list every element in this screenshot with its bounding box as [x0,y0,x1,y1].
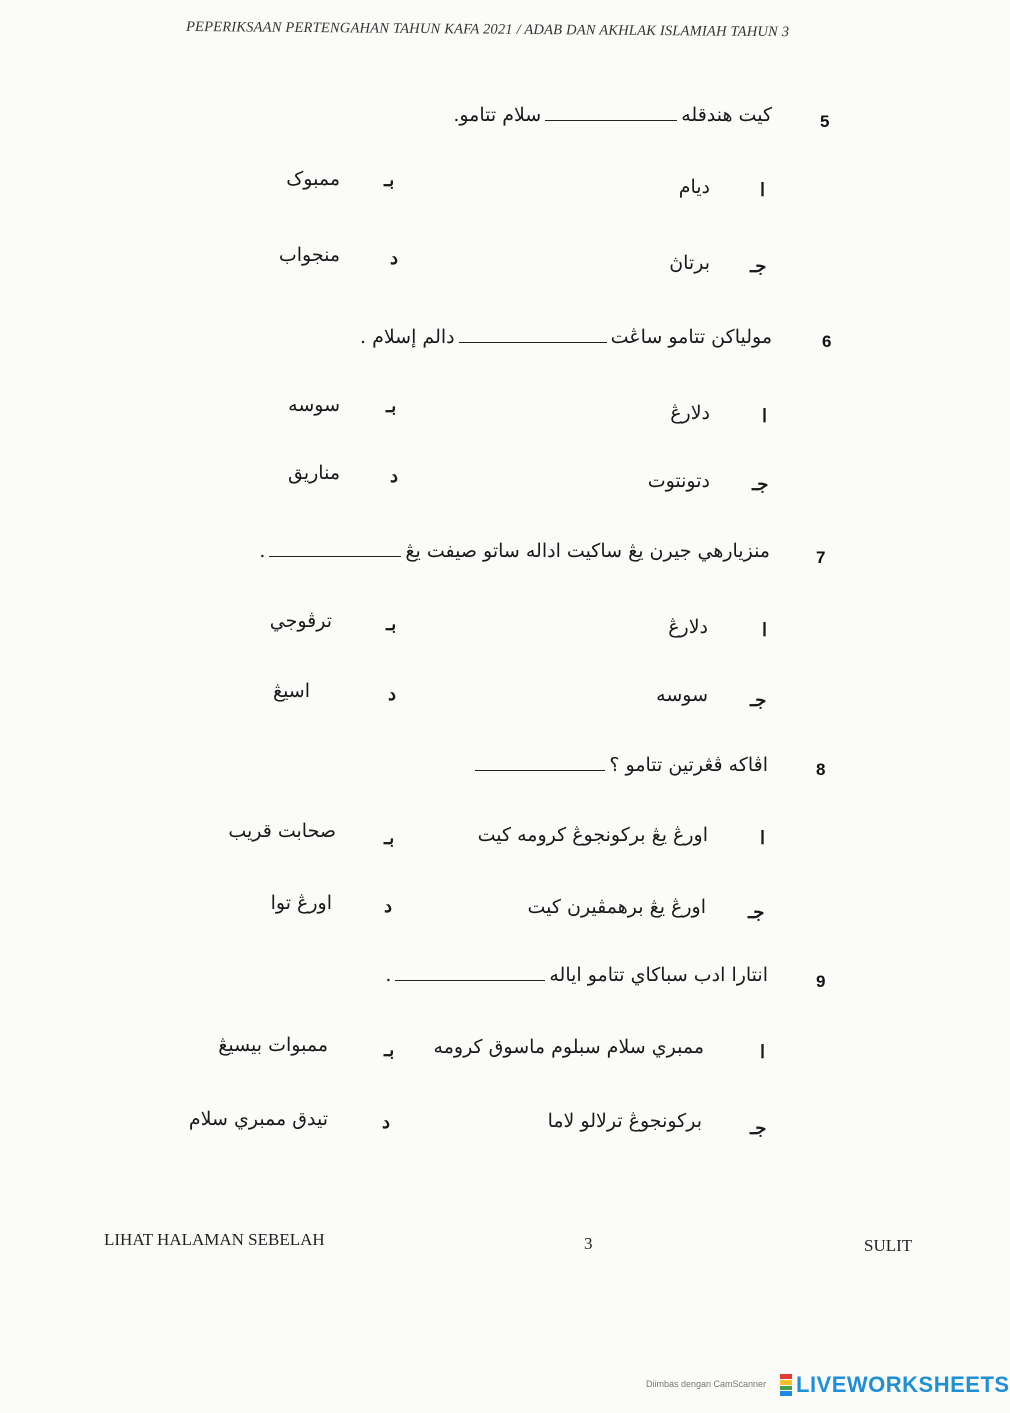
option-a[interactable]: اورڠ يڠ برکونجوڠ کرومه کيت [477,824,708,846]
option-letter-c: جـ [750,256,767,277]
footer-page-number: 3 [584,1234,593,1253]
option-a[interactable]: ديام [678,176,710,198]
answer-blank[interactable] [475,769,605,771]
question-number: 9 [816,972,826,991]
footer-classification: SULIT [864,1236,913,1255]
option-a[interactable]: دلارڠ [670,402,710,424]
option-d[interactable]: منجواب [278,244,340,266]
option-d[interactable]: اسيڠ [272,680,310,702]
option-c[interactable]: سوسه [656,684,708,706]
scanner-watermark: Diimbas dengan CamScanner [646,1379,767,1389]
option-b[interactable]: صحابت قريب [228,820,336,842]
option-a[interactable]: ممبري سلام سبلوم ماسوق کرومه [433,1036,704,1058]
option-letter-d: د [388,684,397,705]
question-text: اڤاكه ڤڠرتين تتامو ؟ [471,754,768,776]
page-header: PEPERIKSAAN PERTENGAHAN TAHUN KAFA 2021 / ADAB DAN AKHLAK ISLAMIAH TAHUN 3 [185,18,790,41]
brand-name: LIVEWORKSHEETS [796,1372,1010,1397]
answer-blank[interactable] [269,555,401,557]
liveworksheets-brand[interactable] [780,1372,1010,1398]
question-text: منزيارهي جيرن يڠ ساکيت اداله ساتو صيفت يڠ. [259,540,770,562]
option-c[interactable]: دتونتوت [647,470,710,492]
option-letter-b: بـ [384,1040,395,1061]
option-letter-d: د [390,248,399,269]
answer-blank[interactable] [395,979,545,981]
option-letter-b: بـ [384,828,395,849]
option-letter-c: جـ [750,690,767,711]
option-d[interactable]: تيدق ممبري سلام [188,1108,328,1130]
option-b[interactable]: سوسه [288,394,340,416]
option-letter-b: بـ [386,614,397,635]
option-d[interactable]: مناريق [287,462,340,484]
liveworksheets-logo-icon [780,1374,792,1396]
question-number: 8 [816,760,826,779]
option-letter-d: د [382,1112,391,1133]
option-letter-a: ا [762,620,768,641]
option-b[interactable]: ترڤوجي [269,610,332,632]
option-letter-a: ا [760,828,766,849]
question-text: انتارا ادب سباکاي تتامو اياله. [385,964,768,986]
option-a[interactable]: دلارڠ [668,616,708,638]
question-number: 7 [816,548,826,567]
answer-blank[interactable] [459,341,607,343]
answer-blank[interactable] [545,119,677,121]
option-c[interactable]: برتاڽ [669,252,710,274]
option-c[interactable]: برکونجوڠ ترلالو لاما [547,1110,702,1132]
option-b[interactable]: ممبوک [286,168,340,190]
question-text: كيت هندقلهسلام تتامو. [453,104,772,126]
option-letter-a: ا [760,180,766,201]
option-c[interactable]: اورڠ يڠ برهمڤيرن کيت [527,896,706,918]
option-letter-a: ا [762,406,768,427]
footer-next-page: LIHAT HALAMAN SEBELAH [104,1230,325,1249]
option-letter-b: بـ [386,396,397,417]
option-letter-d: د [384,896,393,917]
option-letter-a: ا [760,1042,766,1063]
question-number: 5 [820,112,830,131]
option-b[interactable]: ممبوات بيسيڠ [218,1034,328,1056]
option-letter-c: جـ [748,902,765,923]
option-letter-d: د [390,466,399,487]
option-d[interactable]: اورڠ توا [270,892,332,914]
question-text: مولياکن تتامو ساڠتدالم إسلام . [360,326,772,348]
option-letter-b: بـ [384,170,395,191]
option-letter-c: جـ [750,1118,767,1139]
question-number: 6 [822,332,832,351]
option-letter-c: جـ [752,474,769,495]
